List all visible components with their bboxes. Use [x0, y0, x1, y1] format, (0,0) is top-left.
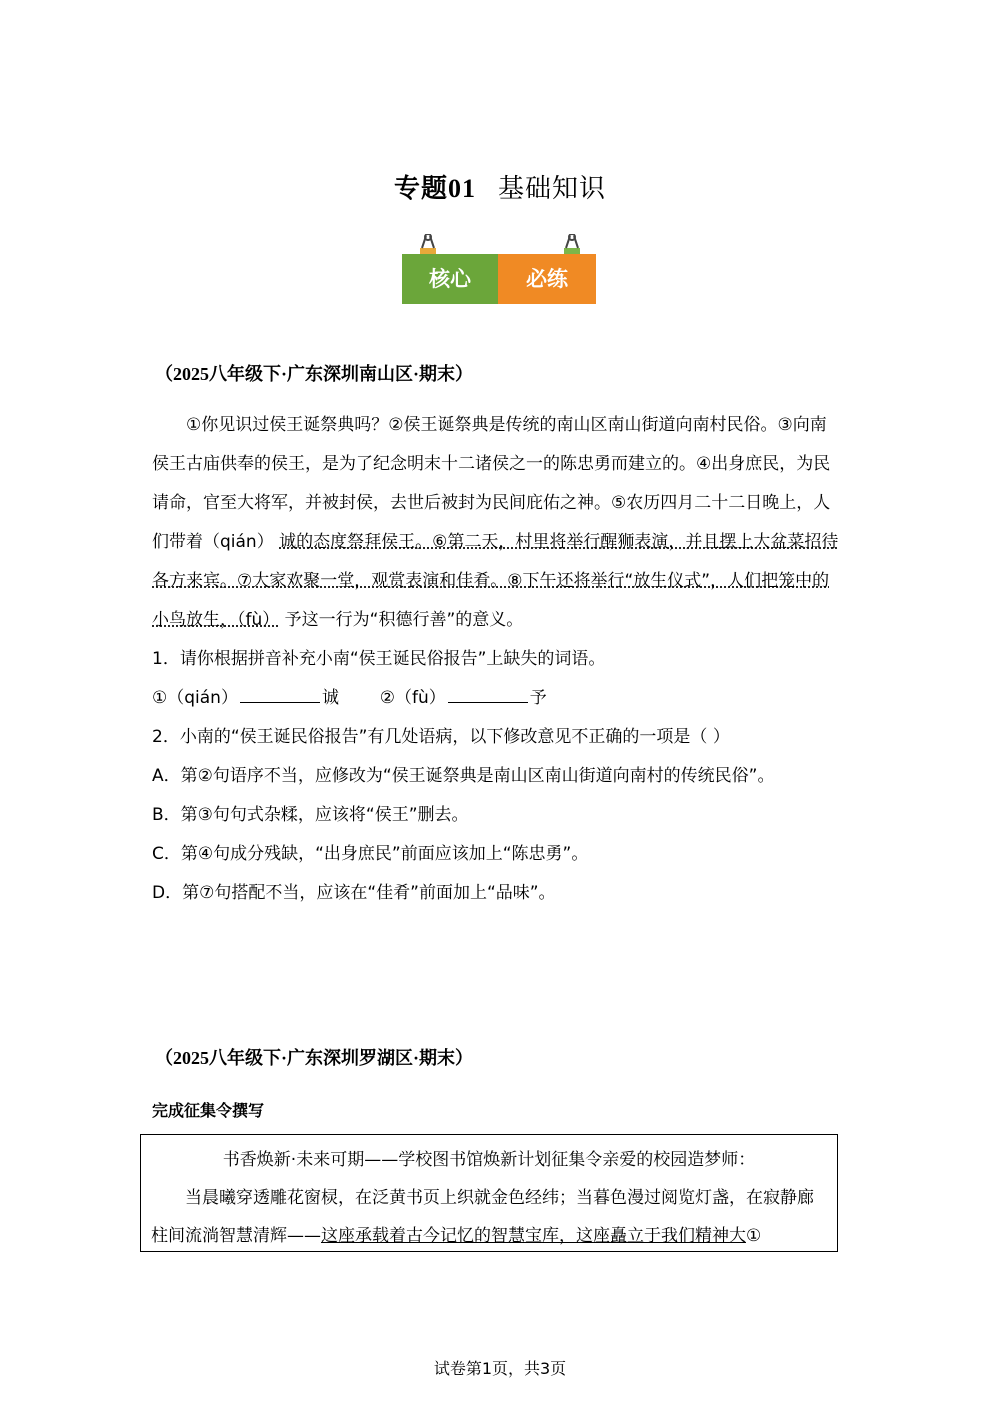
notice-body — [151, 1179, 827, 1252]
section1-source: （2025八年级下·广东深圳南山区·期末） — [155, 364, 474, 384]
question-1-answers — [152, 679, 842, 718]
answer-b-prefix: ②（fù） — [379, 688, 446, 708]
answer-b-suffix: 予 — [529, 688, 547, 708]
answer-a-blank[interactable] — [240, 684, 320, 703]
section2-source: （2025八年级下·广东深圳罗湖区·期末） — [155, 1048, 474, 1068]
passage-text: 予这一行为“积德行善”的意义。 — [284, 610, 524, 630]
option-b[interactable]: B．第③句句式杂糅，应该将“侯王”删去。 — [152, 805, 469, 825]
notice-body-text: 当晨曦穿透雕花窗棂，在泛黄书页上织就金色经纬；当暮色漫过阅览灯盏，在寂静廊柱间流淌智慧清辉—— — [151, 1188, 814, 1246]
notice-body-underlined: 这座承载着古今记忆的智慧宝库，这座矗立于我们精神大 — [321, 1226, 746, 1246]
title-number: 01 — [448, 174, 476, 203]
notice-heading: 书香焕新·未来可期——学校图书馆焕新计划征集令亲爱的校园造梦师： — [222, 1150, 756, 1170]
banner-left-label: 核心 — [402, 254, 498, 304]
notice-box — [140, 1134, 838, 1252]
answer-a-suffix: 诚 — [321, 688, 339, 708]
title-subtitle: 基础知识 — [498, 174, 607, 204]
page-footer: 试卷第1页，共3页 — [433, 1359, 567, 1378]
option-c[interactable]: C．第④句成分残缺，“出身庶民”前面应该加上“陈忠勇”。 — [152, 844, 589, 864]
question-2-stem: 2．小南的“侯王诞民俗报告”有几处语病，以下修改意见不正确的一项是（ ） — [152, 727, 730, 747]
passage-text: ①你见识过侯王诞祭典吗？②侯王诞祭典是传统的南山区南山街道向南村民俗。③向南侯王古庙供奉的侯王，是为了纪念明末十二诸侯之一的陈忠勇而建立的。④出身庶民，为民请命，官至大将军，并被封侯，去世后被封为民间庇佑之神。⑤农历四月二十二日晚上，人们带着（qián） — [152, 415, 831, 552]
page-title — [0, 168, 1000, 205]
title-main: 专题 — [393, 174, 448, 204]
notice-body-mark: ① — [746, 1226, 762, 1246]
option-d[interactable]: D．第⑦句搭配不当，应该在“佳肴”前面加上“品味”。 — [152, 883, 556, 903]
answer-b-blank[interactable] — [448, 684, 528, 703]
option-a[interactable]: A．第②句语序不当，应修改为“侯王诞祭典是南山区南山街道向南村的传统民俗”。 — [152, 766, 775, 786]
answer-a-prefix: ①（qián） — [152, 688, 238, 708]
core-practice-banner — [402, 232, 598, 308]
passage-text: 诚的态度祭拜侯王。⑥第二天，村里将举行醒狮表演，并且摆上大盆菜招待各方来宾。⑦大家欢聚一堂，观赏表演和佳肴。⑧下午还将举行“放生仪式”，人们把笼中的小鸟放生，（fù） — [152, 532, 839, 630]
banner-right-label: 必练 — [498, 254, 596, 304]
question-1-stem: 1．请你根据拼音补充小南“侯王诞民俗报告”上缺失的词语。 — [152, 649, 606, 669]
section2-label: 完成征集令撰写 — [152, 1101, 265, 1120]
section1-passage — [152, 406, 842, 913]
